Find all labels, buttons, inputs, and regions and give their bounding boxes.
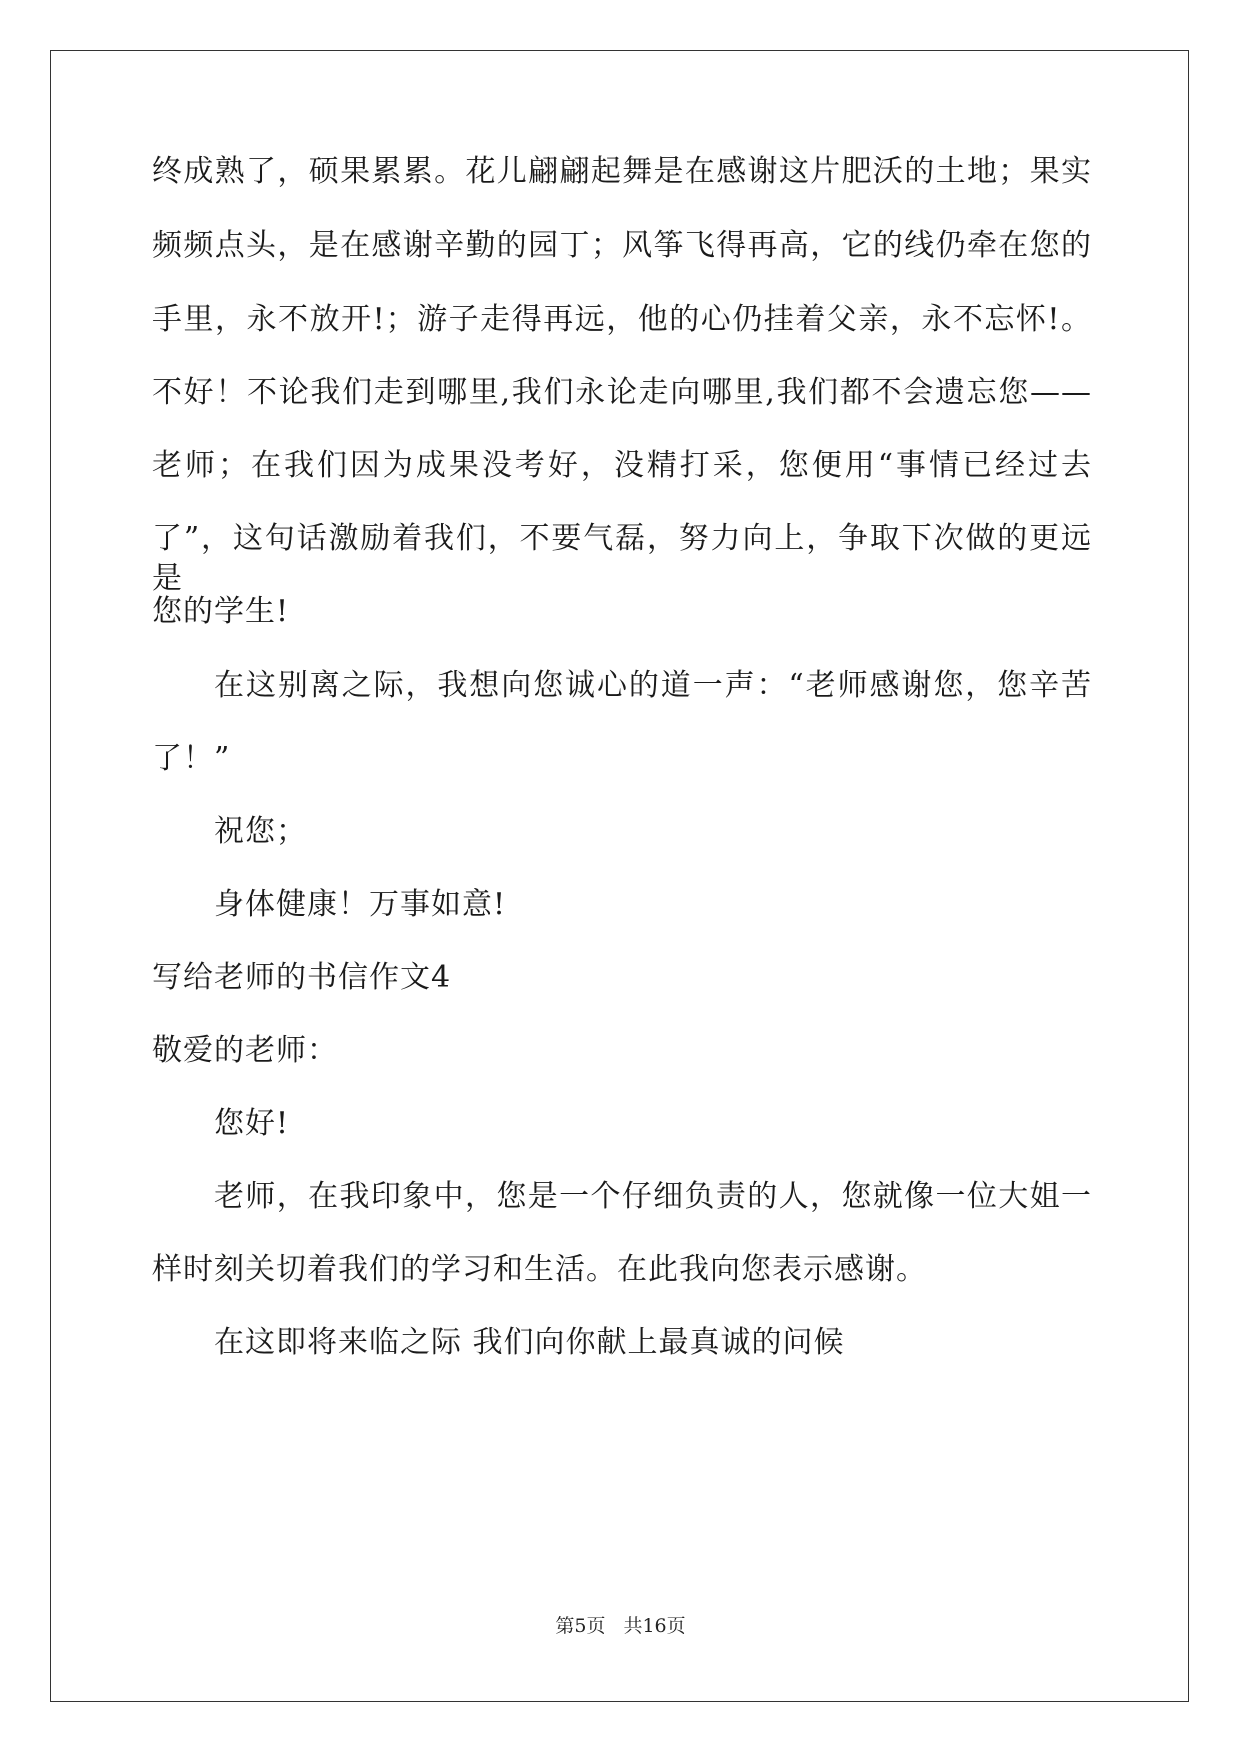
body-line: 您的学生! <box>152 594 290 629</box>
closing-line: 祝您； <box>214 814 307 849</box>
body-line: 了！” <box>152 741 231 776</box>
closing-line: 身体健康！万事如意! <box>214 887 507 922</box>
body-line: 在这别离之际，我想向您诚心的道一声：“老师感谢您，您辛苦 <box>214 668 1092 703</box>
body-line: 频频点头，是在感谢辛勤的园丁；风筝飞得再高，它的线仍牵在您的 <box>152 228 1092 263</box>
body-line: 了”，这句话激励着我们，不要气磊，努力向上，争取下次做的更远是 <box>152 521 1092 596</box>
page-frame <box>50 50 1189 1702</box>
body-line: 在这即将来临之际 我们向你献上最真诚的问候 <box>214 1325 845 1360</box>
body-line: 老师；在我们因为成果没考好，没精打采，您便用“事情已经过去 <box>152 448 1092 483</box>
body-line: 终成熟了，硕果累累。花儿翩翩起舞是在感谢这片肥沃的土地；果实 <box>152 154 1092 189</box>
body-line: 老师，在我印象中，您是一个仔细负责的人，您就像一位大姐一 <box>214 1179 1092 1214</box>
page-footer <box>0 1613 1241 1639</box>
page-total: 共16页 <box>623 1615 686 1637</box>
body-line: 样时刻关切着我们的学习和生活。在此我向您表示感谢。 <box>152 1252 927 1287</box>
section-title: 写给老师的书信作文4 <box>152 960 452 995</box>
salutation: 敬爱的老师： <box>152 1033 338 1068</box>
body-line: 不好！不论我们走到哪里,我们永论走向哪里,我们都不会遗忘您—— <box>152 375 1092 410</box>
page-number: 第5页 <box>555 1615 606 1637</box>
body-line: 手里，永不放开!；游子走得再远，他的心仍挂着父亲，永不忘怀!。 <box>152 302 1092 337</box>
greeting: 您好! <box>214 1106 290 1141</box>
